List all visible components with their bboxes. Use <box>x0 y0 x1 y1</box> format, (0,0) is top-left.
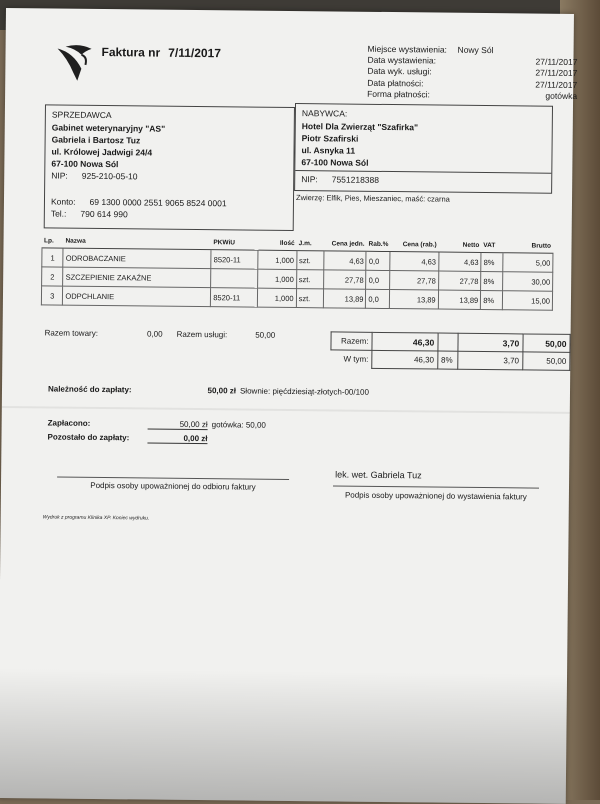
amount-due <box>48 384 369 396</box>
seller-header: SPRZEDAWCA <box>51 109 112 121</box>
col-name: Nazwa <box>63 235 211 250</box>
col-unit: J.m. <box>297 237 324 251</box>
buyer-city: 67-100 Nowa Sól <box>301 157 369 168</box>
items-table <box>41 234 554 310</box>
cell-unit-price: 13,89 <box>323 289 366 308</box>
razem-empty <box>438 333 459 351</box>
cell-gross: 30,00 <box>502 272 552 292</box>
issuer-name: lek. wet. Gabriela Tuz <box>335 469 422 481</box>
services-label: Razem usługi: <box>176 329 228 340</box>
invoice-meta <box>367 44 600 103</box>
cell-qty: 1,000 <box>257 269 296 288</box>
cell-name: SZCZEPIENIE ZAKAŹNE <box>63 267 211 288</box>
cell-unit-price: 4,63 <box>324 251 367 270</box>
razem-label: Razem: <box>331 332 372 350</box>
seller-tel-value: 790 614 990 <box>80 208 128 220</box>
goods-label: Razem towary: <box>44 328 99 338</box>
invoice-paper <box>0 8 578 804</box>
col-vat: VAT <box>481 239 503 253</box>
seller-owners: Gabriela i Bartosz Tuz <box>51 134 141 146</box>
meta-label: Data wystawienia: <box>367 54 437 66</box>
cell-name: ODPCHLANIE <box>63 286 211 307</box>
buyer-owner: Piotr Szafirski <box>301 133 359 144</box>
cell-vat: 8% <box>481 290 503 309</box>
totals-row <box>331 350 570 371</box>
remaining-label: Pozostało do zapłaty: <box>47 432 130 443</box>
meta-value: Nowy Sól <box>457 44 494 56</box>
remaining-amount: 0,00 zł <box>147 434 207 445</box>
meta-value: 27/11/2017 <box>535 79 578 90</box>
paid-label: Zapłacono: <box>47 418 91 428</box>
wtym-gross: 50,00 <box>522 352 569 370</box>
cell-net: 4,63 <box>438 252 481 271</box>
due-label: Należność do zapłaty: <box>47 384 132 395</box>
col-disc-price: Cena (rab.) <box>390 238 438 252</box>
buyer-nip-value: 7551218388 <box>331 174 380 185</box>
invoice-title <box>101 45 221 60</box>
receiver-signature-caption: Podpis osoby upoważnionej do odbioru faktury <box>90 480 256 492</box>
col-unit-price: Cena jedn. <box>324 237 367 251</box>
col-lp: Lp. <box>42 234 64 248</box>
buyer-box <box>294 103 553 194</box>
services-value: 50,00 <box>255 330 276 340</box>
goods-services-summary <box>45 328 276 339</box>
cell-vat: 8% <box>481 271 503 290</box>
cell-net: 13,89 <box>438 290 481 309</box>
buyer-nip <box>295 170 551 188</box>
receiver-signature-line <box>57 477 289 480</box>
seller-city: 67-100 Nowa Sól <box>51 158 119 170</box>
paid-note: gotówka: 50,00 <box>211 420 266 430</box>
issuer-signature-caption: Podpis osoby upoważnionej do wystawienia faktury <box>344 490 527 502</box>
paper-fold <box>2 406 570 414</box>
cell-pkwiu: 8520-11 <box>211 288 258 307</box>
cell-net: 27,78 <box>438 271 481 290</box>
col-gross: Brutto <box>503 239 553 253</box>
razem-gross: 50,00 <box>523 334 570 352</box>
cell-disc-price: 27,78 <box>390 271 438 291</box>
cell-disc-price: 13,89 <box>390 290 438 310</box>
meta-value: 27/11/2017 <box>535 67 578 79</box>
seller-account-label: Konto: <box>50 196 76 207</box>
col-net: Netto <box>439 239 482 253</box>
wtym-label: W tym: <box>343 354 369 365</box>
cell-unit: szt. <box>296 289 323 308</box>
col-pkwiu: PKWiU <box>211 236 258 250</box>
cell-pkwiu: 8520-11 <box>211 250 258 269</box>
meta-label: Data wyk. usługi: <box>367 66 432 77</box>
cell-lp: 1 <box>42 248 64 267</box>
due-amount: 50,00 zł <box>207 386 237 396</box>
wtym-net: 46,30 <box>372 350 438 369</box>
due-words: pięćdziesiąt-złotych-00/100 <box>272 386 370 397</box>
goods-value: 0,00 <box>146 329 163 339</box>
seller-nip-label: NIP: <box>51 170 68 181</box>
invoice-title-label: Faktura nr <box>101 45 161 60</box>
buyer-street: ul. Asnyka 11 <box>301 145 356 156</box>
due-words-label: Słownie: <box>239 386 271 396</box>
vet-logo-icon <box>51 38 101 85</box>
cell-name: ODROBACZANIE <box>63 248 211 269</box>
razem-vat: 3,70 <box>458 333 523 352</box>
col-qty: Ilość <box>258 237 297 251</box>
cell-vat: 8% <box>481 252 503 271</box>
seller-box <box>44 104 295 231</box>
seller-tel-label: Tel.: <box>50 208 67 219</box>
remaining-row <box>47 432 265 448</box>
cell-gross: 15,00 <box>502 291 552 311</box>
cell-gross: 5,00 <box>503 253 553 273</box>
invoice-number: 7/11/2017 <box>168 45 222 61</box>
cell-discount: 0,0 <box>366 251 390 270</box>
cell-qty: 1,000 <box>258 250 297 269</box>
buyer-name: Hotel Dla Zwierząt "Szafirka" <box>301 121 419 133</box>
cell-qty: 1,000 <box>257 288 296 307</box>
meta-value: gotówka <box>545 90 578 101</box>
payment-info <box>47 418 266 448</box>
paper-shadow <box>0 668 567 804</box>
wtym-vat: 3,70 <box>458 351 523 370</box>
cell-lp: 3 <box>41 286 63 305</box>
table-row <box>41 286 552 310</box>
cell-pkwiu <box>211 269 258 288</box>
seller-name: Gabinet weterynaryjny "AS" <box>51 122 166 134</box>
seller-account-value: 69 1300 0000 2551 9065 8524 0001 <box>89 196 227 209</box>
meta-row <box>367 89 600 103</box>
cell-discount: 0,0 <box>366 270 390 289</box>
wtym-rate: 8% <box>437 351 458 369</box>
seller-tel <box>45 207 293 222</box>
cell-lp: 2 <box>42 267 64 286</box>
animal-info: Zwierzę: Elfik, Pies, Mieszaniec, maść: czarna <box>295 193 450 204</box>
meta-label: Data płatności: <box>367 77 424 88</box>
razem-net: 46,30 <box>372 332 438 351</box>
cell-disc-price: 4,63 <box>390 252 438 272</box>
buyer-header: NABYWCA: <box>301 108 348 119</box>
buyer-nip-label: NIP: <box>301 174 318 185</box>
cell-unit-price: 27,78 <box>323 270 366 289</box>
cell-discount: 0,0 <box>366 289 390 308</box>
meta-label: Forma płatności: <box>367 88 431 100</box>
totals-table <box>330 331 570 371</box>
col-discount: Rab.% <box>366 238 390 252</box>
seller-street: ul. Królowej Jadwigi 24/4 <box>51 146 153 158</box>
cell-unit: szt. <box>296 270 323 289</box>
meta-label: Miejsce wystawienia: <box>367 43 448 55</box>
issuer-signature-line <box>333 485 539 488</box>
printed-by-note: Wydruk z programu Klinika XP. Koniec wydruku. <box>42 514 150 522</box>
cell-unit: szt. <box>296 251 323 270</box>
seller-nip-value: 925-210-05-10 <box>81 170 138 182</box>
meta-value: 27/11/2017 <box>535 56 578 68</box>
paid-amount: 50,00 zł <box>148 420 208 431</box>
